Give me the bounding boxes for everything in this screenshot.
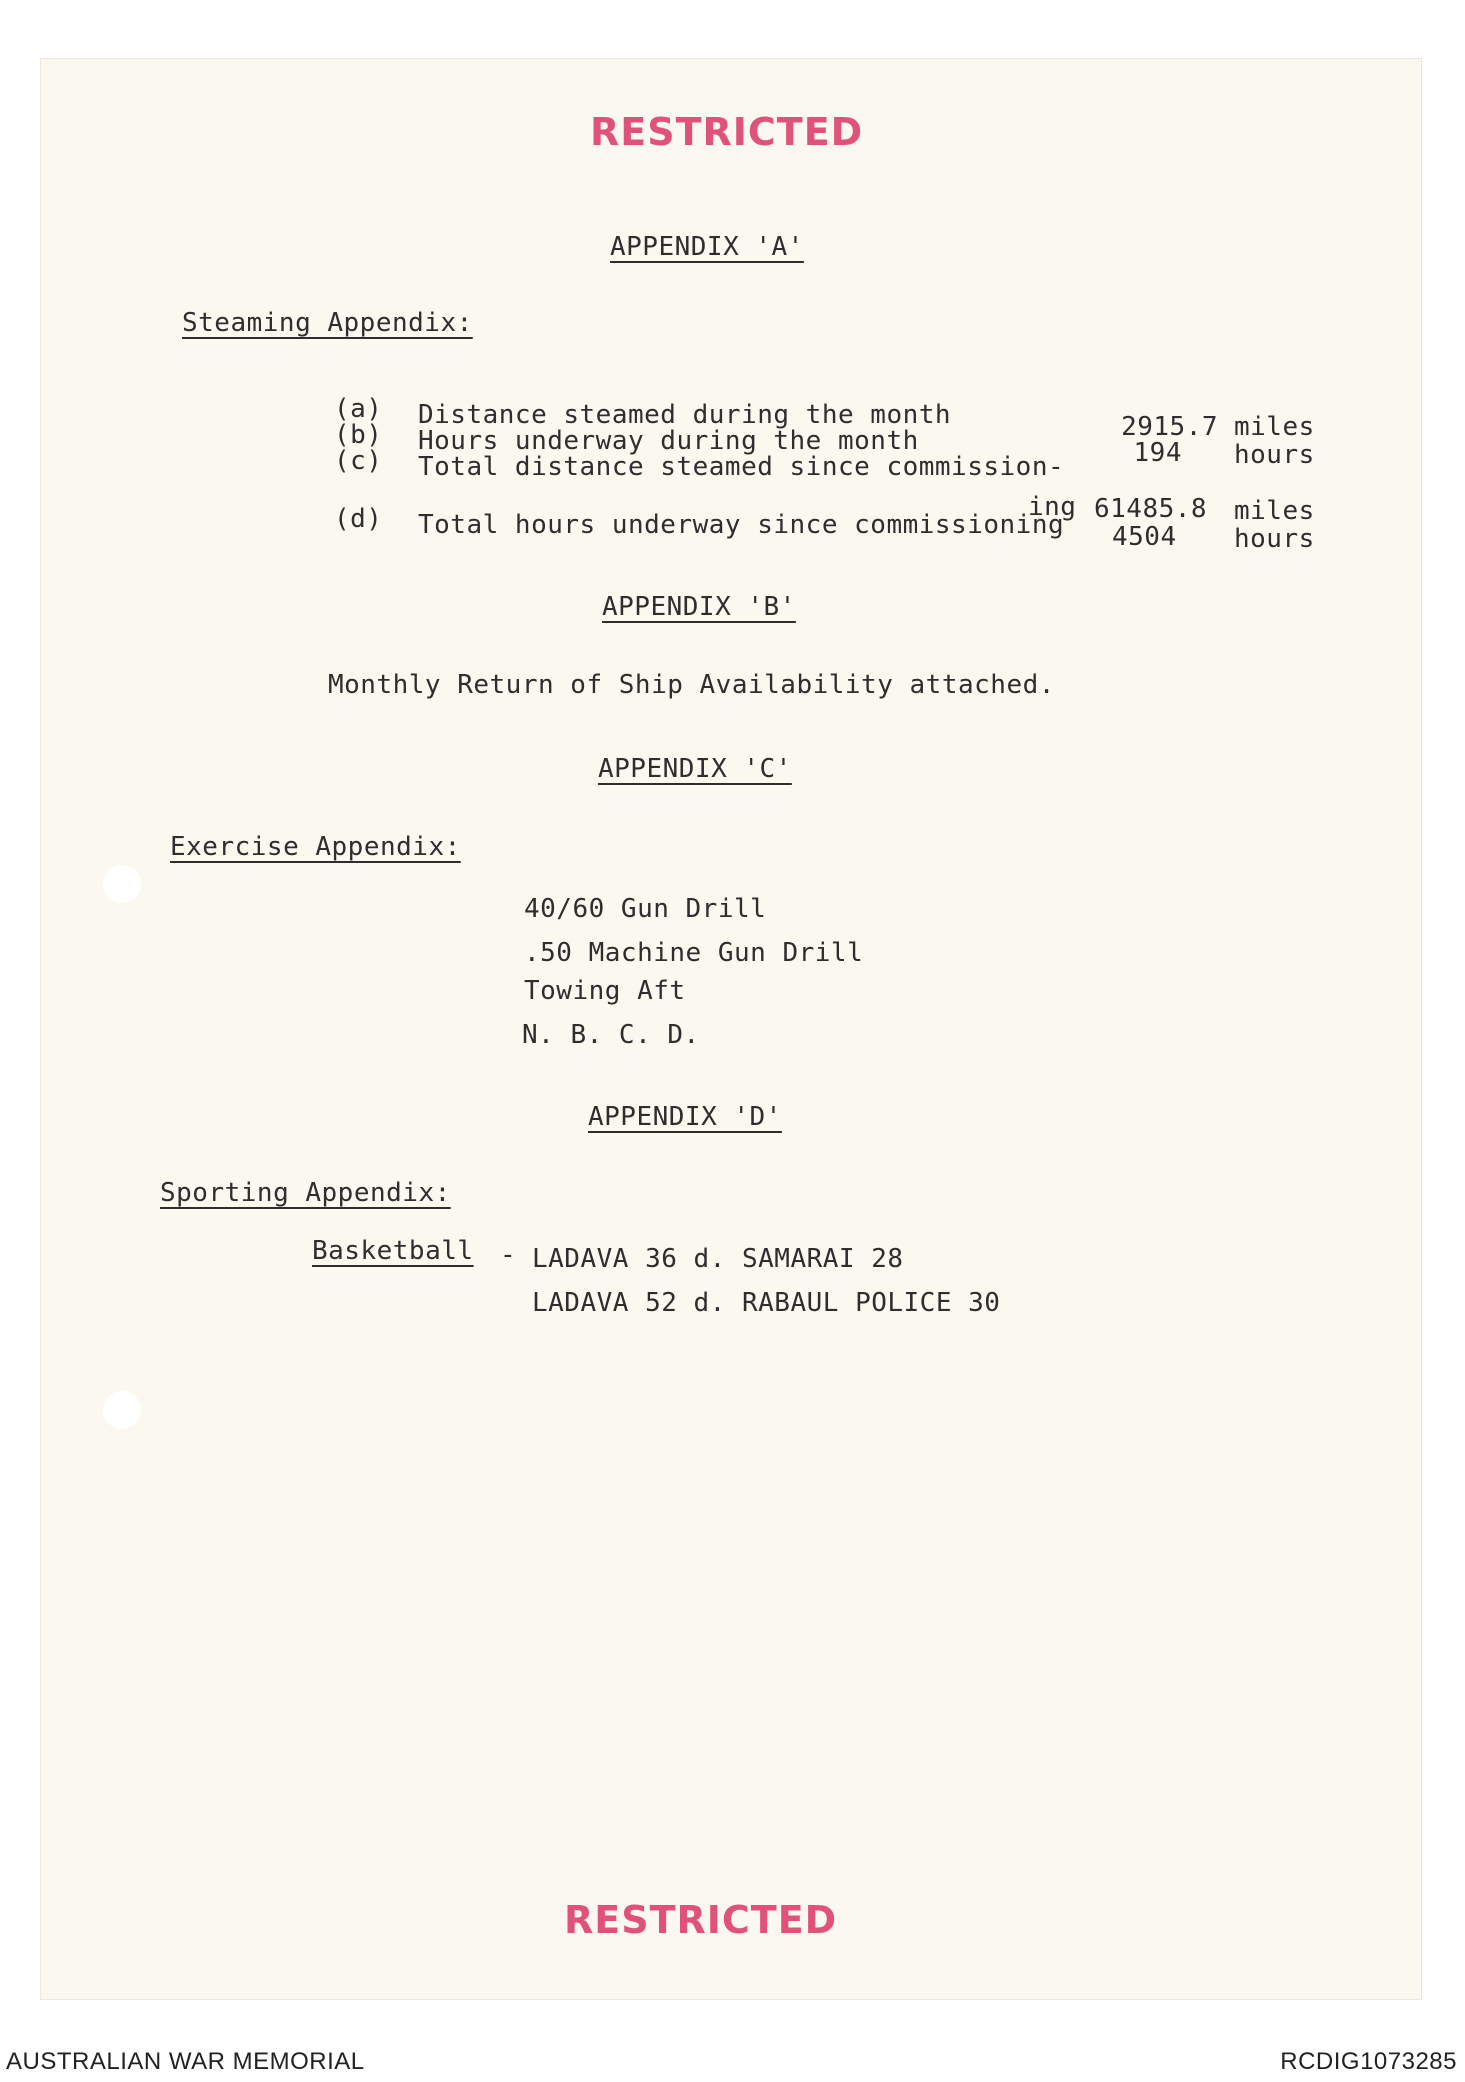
match-result: LADAVA 52 d. RABAUL POLICE 30 bbox=[532, 1288, 1001, 1318]
appendix-b-title: APPENDIX 'B' bbox=[602, 592, 796, 622]
item-a-text: Distance steamed during the month bbox=[418, 400, 952, 430]
appendix-d-title: APPENDIX 'D' bbox=[588, 1102, 782, 1132]
exercise-item: N. B. C. D. bbox=[522, 1020, 700, 1050]
restricted-stamp-bottom: RESTRICTED bbox=[564, 1898, 838, 1942]
punch-hole-upper bbox=[103, 865, 141, 903]
appendix-b-text: Monthly Return of Ship Availability attached. bbox=[328, 670, 1055, 700]
restricted-stamp-top: RESTRICTED bbox=[590, 110, 864, 154]
item-d-marker: (d) bbox=[334, 504, 383, 534]
footer-record-id: RCDIG1073285 bbox=[1280, 2048, 1457, 2075]
item-b-unit: hours bbox=[1234, 440, 1315, 470]
steaming-appendix-label: Steaming Appendix: bbox=[182, 308, 473, 338]
exercise-item: 40/60 Gun Drill bbox=[524, 894, 767, 924]
match-result: LADAVA 36 d. SAMARAI 28 bbox=[532, 1244, 904, 1274]
item-c-marker: (c) bbox=[334, 446, 383, 476]
punch-hole-lower bbox=[103, 1391, 141, 1429]
document-page bbox=[40, 58, 1422, 2000]
item-b-marker: (b) bbox=[334, 420, 383, 450]
footer-archive-name: AUSTRALIAN WAR MEMORIAL bbox=[6, 2048, 365, 2075]
item-a-marker: (a) bbox=[334, 394, 383, 424]
sporting-appendix-label: Sporting Appendix: bbox=[160, 1178, 451, 1208]
item-c-unit: miles bbox=[1234, 496, 1315, 526]
exercise-item: .50 Machine Gun Drill bbox=[524, 938, 864, 968]
item-a-value: 2915.7 bbox=[1121, 412, 1218, 442]
item-c-value: 61485.8 bbox=[1094, 494, 1208, 524]
item-a-unit: miles bbox=[1234, 412, 1315, 442]
item-b-value: 194 bbox=[1133, 438, 1182, 468]
sport-dash: - bbox=[500, 1240, 517, 1270]
sport-name: Basketball bbox=[312, 1236, 474, 1266]
exercise-appendix-label: Exercise Appendix: bbox=[170, 832, 461, 862]
item-d-unit: hours bbox=[1234, 524, 1315, 554]
exercise-item: Towing Aft bbox=[524, 976, 686, 1006]
item-c-text: Total distance steamed since commission- bbox=[418, 452, 1065, 482]
item-d-text: Total hours underway since commissioning bbox=[418, 510, 1065, 540]
item-c-text-continued: ing bbox=[1028, 492, 1077, 522]
appendix-c-title: APPENDIX 'C' bbox=[598, 754, 792, 784]
item-b-text: Hours underway during the month bbox=[418, 426, 919, 456]
item-d-value: 4504 bbox=[1112, 522, 1177, 552]
appendix-a-title: APPENDIX 'A' bbox=[610, 232, 804, 262]
